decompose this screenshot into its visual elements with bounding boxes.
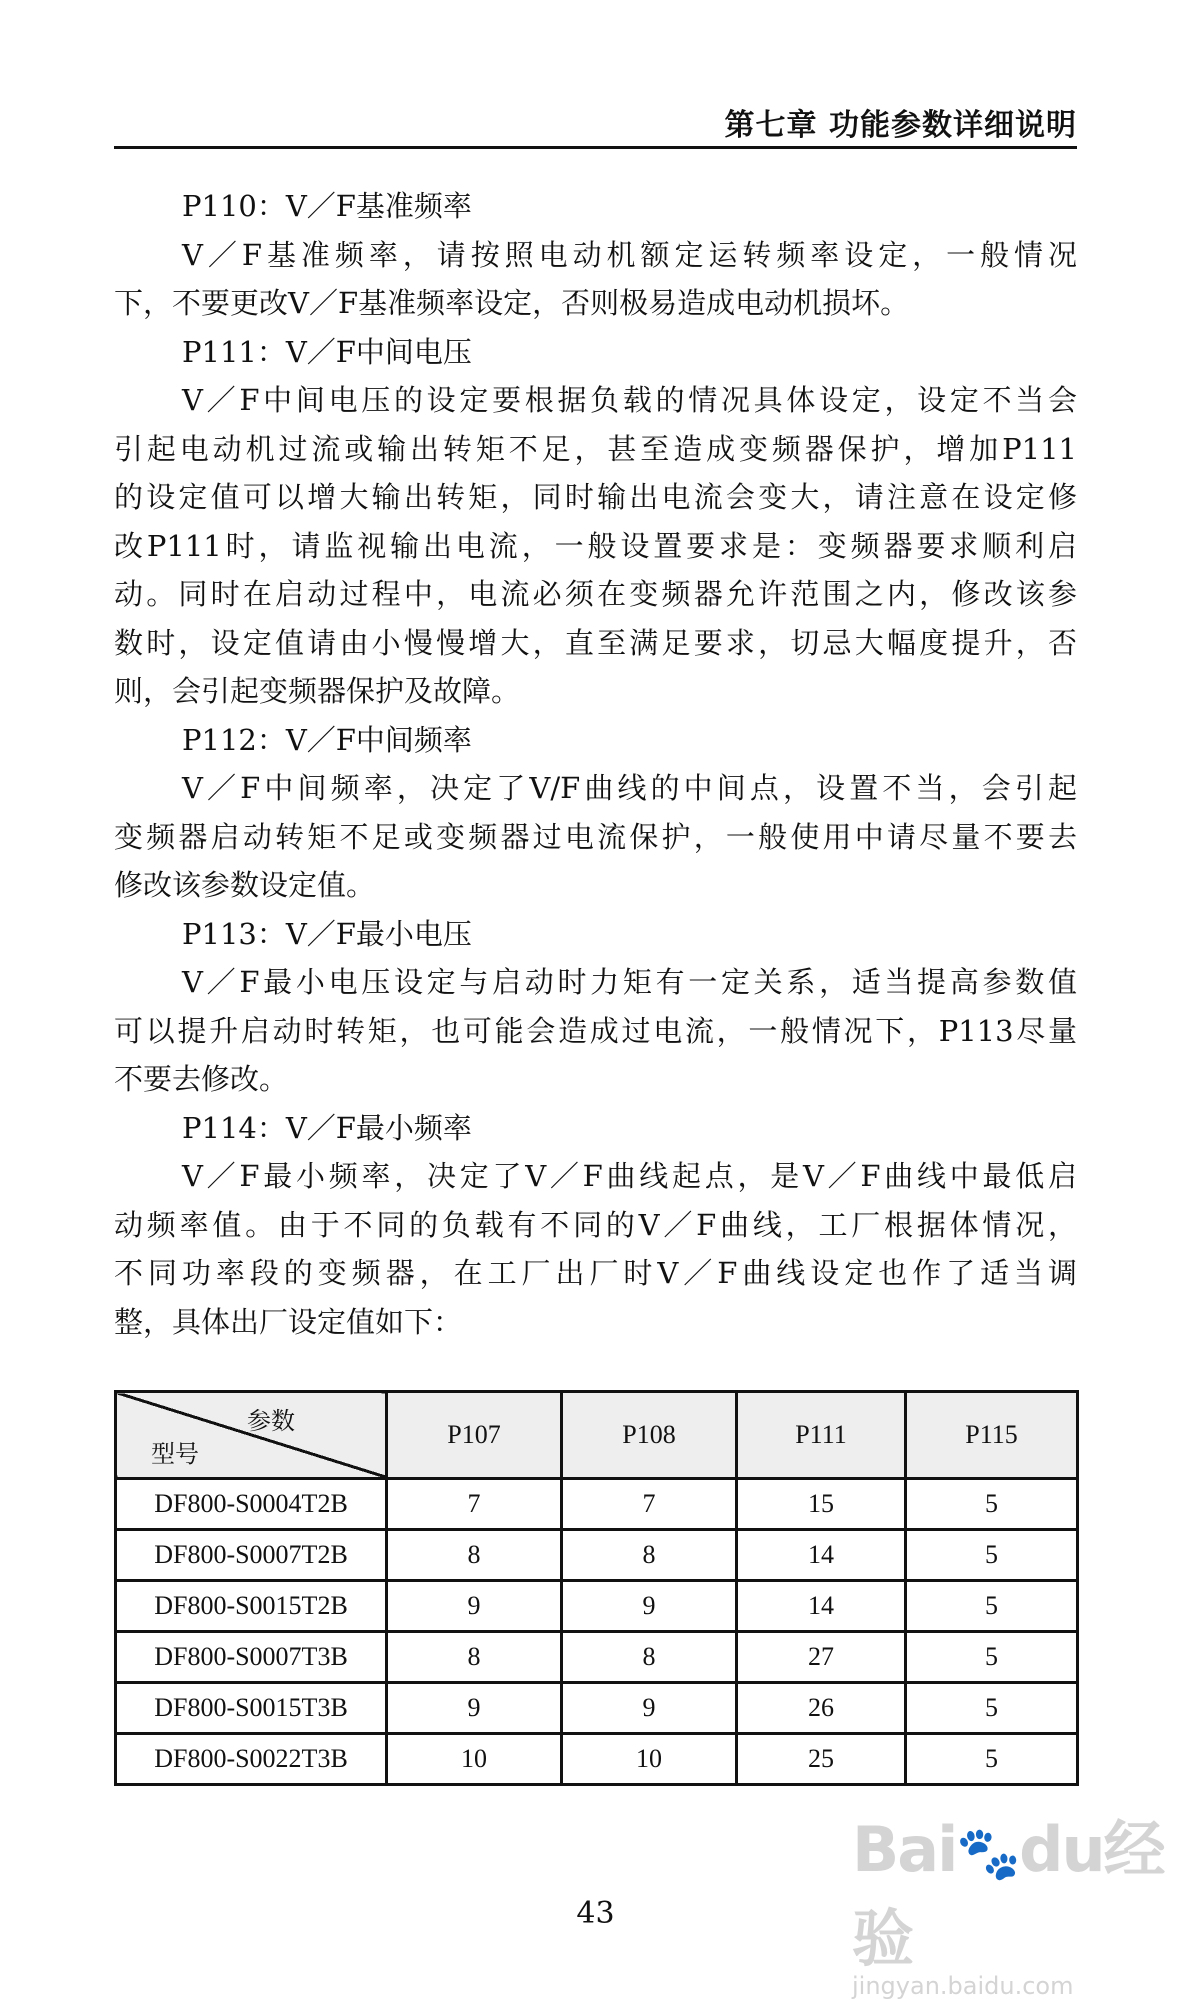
factory-settings-table bbox=[114, 1390, 1079, 1786]
paragraph-line: 不同功率段的变频器，在工厂出厂时V／F曲线设定也作了适当调 bbox=[114, 1256, 1077, 1290]
model-cell: DF800-S0015T3B bbox=[116, 1683, 387, 1734]
paragraph-line: V／F最小电压设定与启动时力矩有一定关系，适当提高参数值 bbox=[182, 965, 1077, 999]
table-row bbox=[116, 1530, 1078, 1581]
value-cell: 5 bbox=[905, 1683, 1077, 1734]
column-header: P107 bbox=[387, 1392, 562, 1479]
value-cell: 5 bbox=[905, 1581, 1077, 1632]
model-cell: DF800-S0007T2B bbox=[116, 1530, 387, 1581]
paragraph-line: 修改该参数设定值。 bbox=[114, 868, 376, 902]
paragraph-line: V／F中间频率，决定了V/F曲线的中间点，设置不当，会引起 bbox=[182, 771, 1077, 805]
chapter-title: 第七章 功能参数详细说明 bbox=[724, 108, 1077, 143]
model-cell: DF800-S0015T2B bbox=[116, 1581, 387, 1632]
value-cell: 8 bbox=[562, 1632, 737, 1683]
value-cell: 9 bbox=[387, 1581, 562, 1632]
column-header: P111 bbox=[737, 1392, 906, 1479]
section-heading: P112：V／F中间频率 bbox=[182, 722, 472, 757]
paragraph-line: 数时，设定值请由小慢慢增大，直至满足要求，切忌大幅度提升，否 bbox=[114, 625, 1077, 660]
value-cell: 9 bbox=[387, 1683, 562, 1734]
section-heading: P110：V／F基准频率 bbox=[182, 189, 472, 223]
column-header: P108 bbox=[562, 1392, 737, 1479]
corner-label-params: 参数 bbox=[247, 1407, 295, 1435]
section-heading: P113：V／F最小电压 bbox=[182, 916, 472, 951]
value-cell: 8 bbox=[562, 1530, 737, 1581]
paragraph-line: 不要去修改。 bbox=[114, 1062, 289, 1096]
paragraph-line: 可以提升启动时转矩，也可能会造成过电流，一般情况下，P113尽量 bbox=[114, 1013, 1077, 1048]
paragraph-line: 整，具体出厂设定值如下： bbox=[114, 1304, 463, 1339]
table-header-row bbox=[116, 1392, 1078, 1479]
value-cell: 14 bbox=[737, 1530, 906, 1581]
value-cell: 8 bbox=[387, 1632, 562, 1683]
model-cell: DF800-S0004T2B bbox=[116, 1479, 387, 1530]
value-cell: 27 bbox=[737, 1632, 906, 1683]
value-cell: 7 bbox=[562, 1479, 737, 1530]
table-row bbox=[116, 1479, 1078, 1530]
value-cell: 14 bbox=[737, 1581, 906, 1632]
paragraph-line: 变频器启动转矩不足或变频器过电流保护，一般使用中请尽量不要去 bbox=[114, 819, 1077, 854]
paragraph-line: 动。同时在启动过程中，电流必须在变频器允许范围之内，修改该参 bbox=[114, 577, 1077, 611]
value-cell: 15 bbox=[737, 1479, 906, 1530]
paragraph-line: 则，会引起变频器保护及故障。 bbox=[114, 674, 521, 708]
section-heading: P114：V／F最小频率 bbox=[182, 1110, 472, 1145]
value-cell: 8 bbox=[387, 1530, 562, 1581]
watermark-logo: Bai🐾du经验 bbox=[852, 1813, 1164, 1975]
model-cell: DF800-S0007T3B bbox=[116, 1632, 387, 1683]
paragraph-line: V／F中间电压的设定要根据负载的情况具体设定，设定不当会 bbox=[182, 383, 1077, 417]
table-row bbox=[116, 1581, 1078, 1632]
value-cell: 9 bbox=[562, 1683, 737, 1734]
paragraph-line: 下，不要更改V／F基准频率设定，否则极易造成电动机损坏。 bbox=[114, 286, 910, 320]
value-cell: 10 bbox=[562, 1734, 737, 1785]
corner-label-model: 型号 bbox=[151, 1440, 199, 1468]
value-cell: 9 bbox=[562, 1581, 737, 1632]
document-body bbox=[114, 182, 1077, 1346]
value-cell: 5 bbox=[905, 1632, 1077, 1683]
value-cell: 10 bbox=[387, 1734, 562, 1785]
paragraph-line: V／F基准频率，请按照电动机额定运转频率设定，一般情况 bbox=[182, 237, 1077, 272]
paragraph-line: V／F最小频率，决定了V／F曲线起点，是V／F曲线中最低启 bbox=[182, 1159, 1077, 1193]
table-row bbox=[116, 1683, 1078, 1734]
table-row bbox=[116, 1734, 1078, 1785]
column-header: P115 bbox=[905, 1392, 1077, 1479]
value-cell: 5 bbox=[905, 1479, 1077, 1530]
value-cell: 7 bbox=[387, 1479, 562, 1530]
value-cell: 25 bbox=[737, 1734, 906, 1785]
watermark-url: jingyan.baidu.com bbox=[852, 1972, 1074, 2000]
paragraph-line: 引起电动机过流或输出转矩不足，甚至造成变频器保护，增加P111 bbox=[114, 431, 1077, 466]
value-cell: 5 bbox=[905, 1530, 1077, 1581]
model-cell: DF800-S0022T3B bbox=[116, 1734, 387, 1785]
page-header bbox=[114, 98, 1077, 149]
paragraph-line: 改P111时，请监视输出电流，一般设置要求是：变频器要求顺利启 bbox=[114, 528, 1077, 563]
paragraph-line: 动频率值。由于不同的负载有不同的V／F曲线，工厂根据体情况， bbox=[114, 1207, 1077, 1242]
section-heading: P111：V／F中间电压 bbox=[182, 334, 472, 369]
baidu-jingyan-watermark bbox=[852, 1800, 1191, 2000]
value-cell: 26 bbox=[737, 1683, 906, 1734]
table-row bbox=[116, 1632, 1078, 1683]
page-number: 43 bbox=[576, 1896, 615, 1931]
corner-header-cell bbox=[116, 1392, 387, 1479]
value-cell: 5 bbox=[905, 1734, 1077, 1785]
paragraph-line: 的设定值可以增大输出转矩，同时输出电流会变大，请注意在设定修 bbox=[114, 480, 1077, 514]
